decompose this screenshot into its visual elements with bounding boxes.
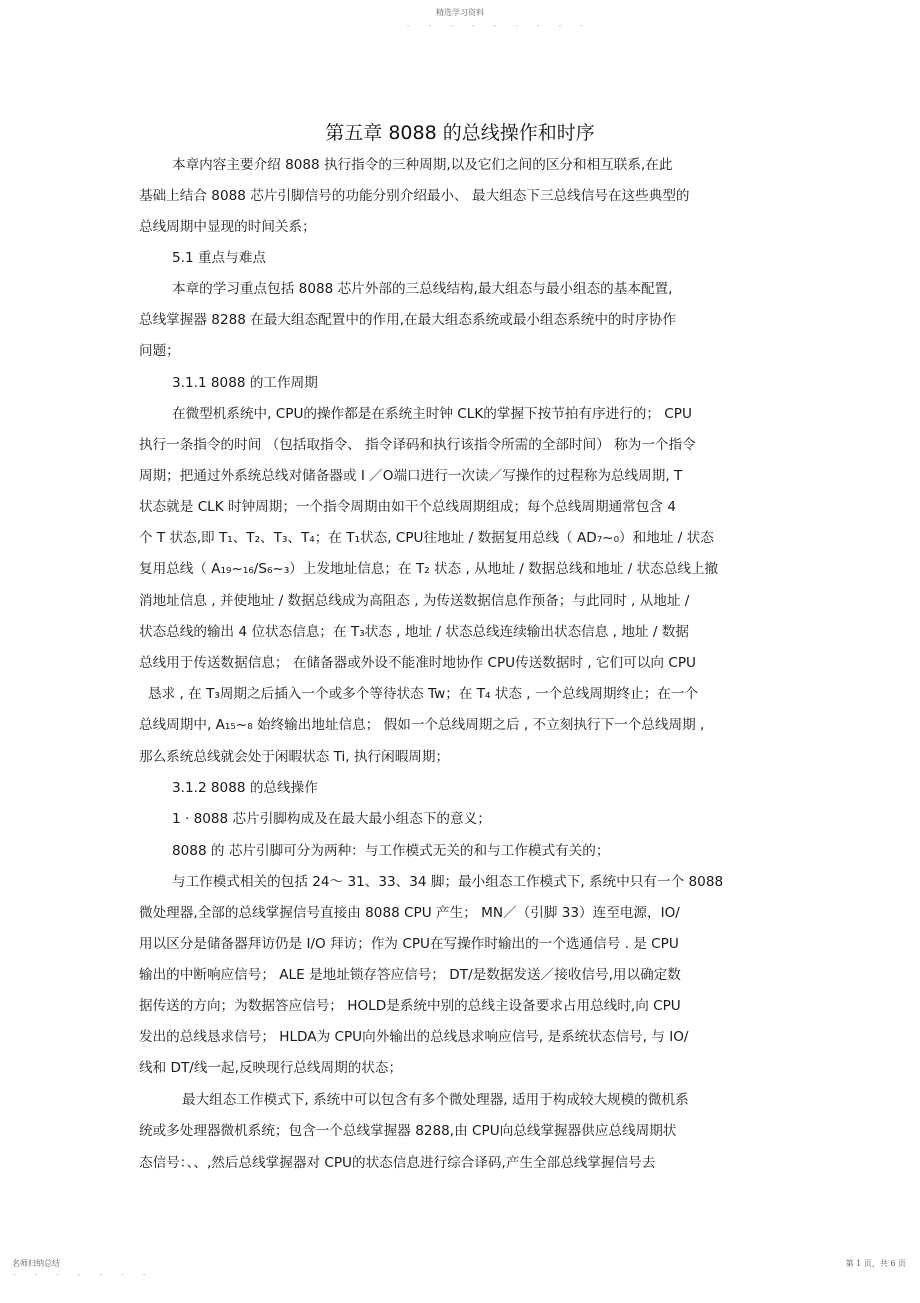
footer-dashes: - - - - - - - bbox=[12, 1270, 153, 1279]
text-line: 消地址信息 , 并使地址 / 数据总线成为高阻态 , 为传送数据信息作预备；与此同时 , 从地址 / bbox=[139, 593, 690, 609]
text-line: 那么系统总线就会处于闲暇状态 Ti, 执行闲暇周期； bbox=[139, 749, 450, 765]
text-line: 总线掌握器 8288 在最大组态配置中的作用,在最大组态系统或最小组态系统中的时序协作 bbox=[139, 312, 676, 328]
text-line: 基础上结合 8088 芯片引脚信号的功能分别介绍最小、 最大组态下三总线信号在这些典型的 bbox=[139, 188, 690, 204]
section-heading: 3.1.2 8088 的总线操作 bbox=[172, 780, 318, 796]
text-line: 总线周期中, A₁₅~₈ 始终输出地址信息； 假如一个总线周期之后 , 不立刻执行下一个总线周期 , bbox=[139, 717, 705, 733]
chapter-title: 第五章 8088 的总线操作和时序 bbox=[325, 122, 595, 144]
text-line: 最大组态工作模式下, 系统中可以包含有多个微处理器, 适用于构成较大规模的微机系 bbox=[182, 1092, 689, 1108]
text-line: 据传送的方向；为数据答应信号； HOLD是系统中别的总线主设备要求占用总线时,向 CPU bbox=[139, 998, 681, 1014]
section-heading: 3.1.1 8088 的工作周期 bbox=[172, 375, 318, 391]
text-line: 总线周期中显现的时间关系； bbox=[139, 219, 316, 235]
text-line: 用以区分是储备器拜访仍是 I/O 拜访；作为 CPU在写操作时输出的一个选通信号 . 是 CPU bbox=[139, 936, 679, 952]
text-line: 状态总线的输出 4 位状态信息；在 T₃状态 , 地址 / 状态总线连续输出状态信息 , 地址 / 数据 bbox=[139, 624, 689, 640]
page-number: 第 1 页，共 6 页 bbox=[845, 1259, 906, 1268]
text-line: 恳求 , 在 T₃周期之后插入一个或多个等待状态 Tw；在 T₄ 状态 , 一个总线周期终止；在一个 bbox=[148, 686, 699, 702]
text-line: 周期；把通过外系统总线对储备器或 I ／O端口进行一次读／写操作的过程称为总线周期, T bbox=[139, 468, 683, 484]
text-line: 8088 的 芯片引脚可分为两种：与工作模式无关的和与工作模式有关的； bbox=[172, 843, 610, 859]
text-line: 总线用于传送数据信息； 在储备器或外设不能准时地协作 CPU传送数据时 , 它们可以向 CPU bbox=[139, 655, 696, 671]
text-line: 执行一条指令的时间 （包括取指令、 指令译码和执行该指令所需的全部时间） 称为一个指令 bbox=[139, 437, 696, 453]
text-line: 本章的学习重点包括 8088 芯片外部的三总线结构,最大组态与最小组态的基本配置, bbox=[172, 281, 673, 297]
text-line: 问题； bbox=[139, 343, 180, 359]
page-header: 精选学习资料 bbox=[436, 8, 484, 17]
text-line: 复用总线（ A₁₉~₁₆/S₆~₃）上发地址信息；在 T₂ 状态 , 从地址 / 数据总线和地址 / 状态总线上撤 bbox=[139, 561, 719, 577]
text-line: 输出的中断响应信号； ALE 是地址锁存答应信号； DT/是数据发送／接收信号,用以确定数 bbox=[139, 967, 681, 983]
section-heading: 5.1 重点与难点 bbox=[172, 250, 266, 266]
text-line: 微处理器,全部的总线掌握信号直接由 8088 CPU 产生； MN／（引脚 33）连至电源，IO/ bbox=[139, 905, 680, 921]
text-line: 发出的总线恳求信号； HLDA为 CPU向外输出的总线恳求响应信号, 是系统状态信号, 与 IO/ bbox=[139, 1029, 689, 1045]
text-line: 与工作模式相关的包括 24～ 31、33、34 脚；最小组态工作模式下, 系统中只有一个 8088 bbox=[172, 874, 724, 890]
text-line: 在微型机系统中, CPU的操作都是在系统主时钟 CLK的掌握下按节拍有序进行的； CPU bbox=[172, 406, 692, 422]
header-dashes: - - - - - - - - - bbox=[406, 21, 590, 30]
text-line: 1 · 8088 芯片引脚构成及在最大最小组态下的意义； bbox=[172, 811, 491, 827]
text-line: 本章内容主要介绍 8088 执行指令的三种周期,以及它们之间的区分和相互联系,在此 bbox=[172, 157, 673, 173]
text-line: 个 T 状态,即 T₁、T₂、T₃、T₄；在 T₁状态, CPU往地址 / 数据复用总线（ AD₇~₀）和地址 / 状态 bbox=[139, 530, 714, 546]
text-line: 统或多处理器微机系统；包含一个总线掌握器 8288,由 CPU向总线掌握器供应总线周期状 bbox=[139, 1123, 677, 1139]
footer-summary-label: 名师归纳总结 bbox=[12, 1259, 60, 1268]
text-line: 线和 DT/线一起,反映现行总线周期的状态； bbox=[139, 1060, 403, 1076]
text-line: 态信号：、、,然后总线掌握器对 CPU的状态信息进行综合译码,产生全部总线掌握信号去 bbox=[139, 1155, 656, 1171]
text-line: 状态就是 CLK 时钟周期；一个指令周期由如干个总线周期组成；每个总线周期通常包含 4 bbox=[139, 499, 676, 515]
